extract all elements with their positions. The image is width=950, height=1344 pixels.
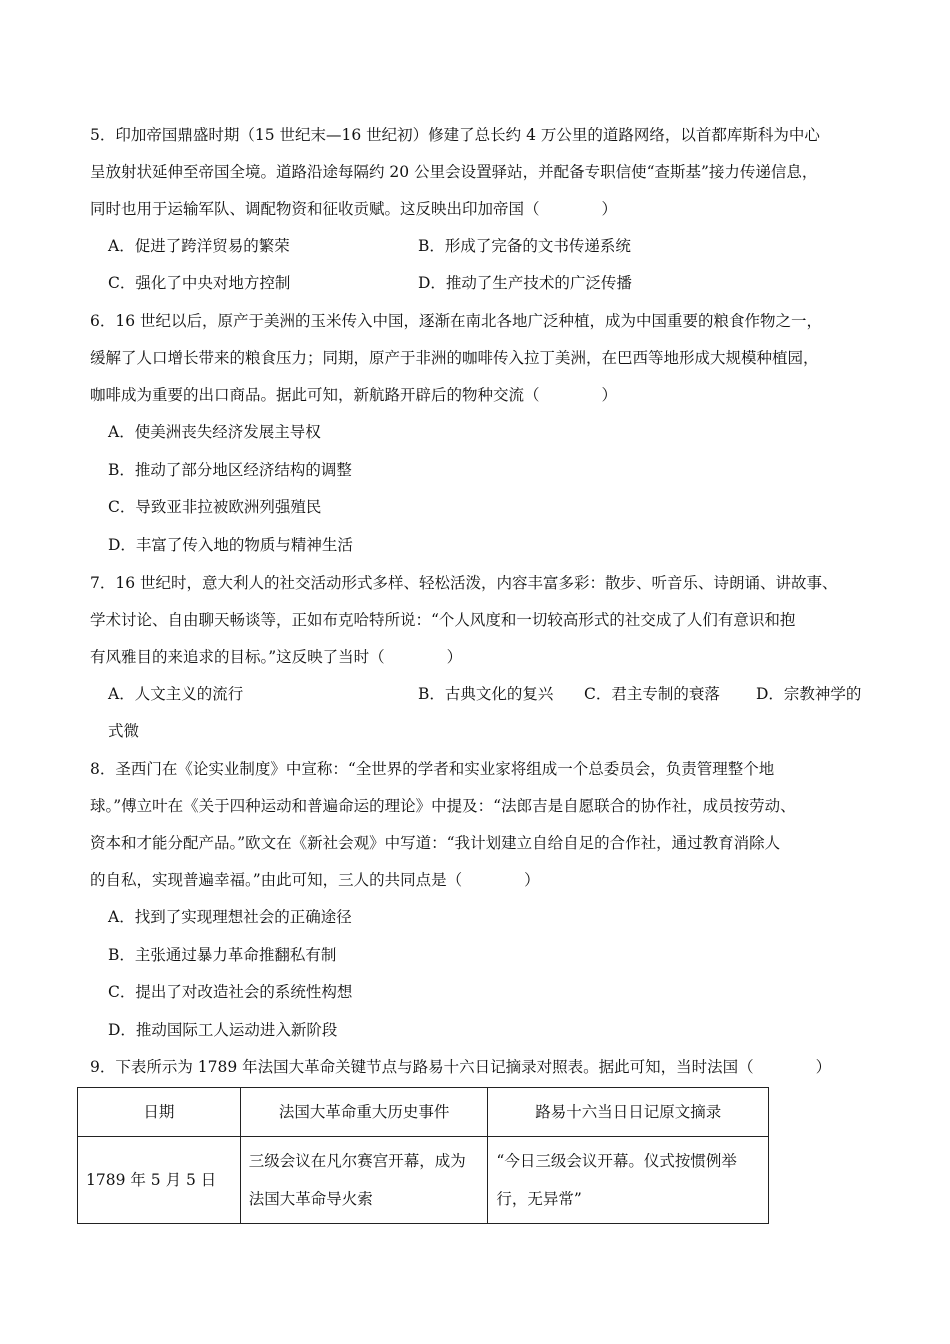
question-text-line: 6．16 世纪以后，原产于美洲的玉米传入中国，逐渐在南北各地广泛种植，成为中国重要的粮食作物之一， bbox=[90, 312, 823, 330]
option-a[interactable]: A．促进了跨洋贸易的繁荣 bbox=[108, 237, 290, 255]
option-a[interactable]: A．找到了实现理想社会的正确途径 bbox=[108, 908, 352, 926]
question-text-line: 同时也用于运输军队、调配物资和征收贡赋。这反映出印加帝国（ ） bbox=[90, 200, 618, 218]
option-b[interactable]: B．形成了完备的文书传递系统 bbox=[418, 237, 631, 255]
table-cell-date: 1789 年 5 月 5 日 bbox=[78, 1137, 241, 1224]
table-header-cell: 日期 bbox=[78, 1088, 241, 1137]
question-text-line: 9．下表所示为 1789 年法国大革命关键节点与路易十六日记摘录对照表。据此可知，当时法国（ ） bbox=[90, 1058, 832, 1076]
question-text-line: 7．16 世纪时，意大利人的社交活动形式多样、轻松活泼，内容丰富多彩：散步、听音乐、诗朗诵、讲故事、 bbox=[90, 574, 838, 592]
question-text-line: 有风雅目的来追求的目标。”这反映了当时（ ） bbox=[90, 648, 463, 666]
table-cell-line: 三级会议在凡尔赛宫开幕，成为 bbox=[248, 1152, 466, 1170]
table-cell-diary bbox=[488, 1137, 769, 1224]
option-c[interactable]: C．强化了中央对地方控制 bbox=[108, 274, 291, 292]
question-text-line: 的自私，实现普遍幸福。”由此可知，三人的共同点是（ ） bbox=[90, 871, 540, 889]
question-text-line: 资本和才能分配产品。”欧文在《新社会观》中写道：“我计划建立自给自足的合作社，通过教育消除人 bbox=[90, 834, 781, 852]
question-text-line: 5．印加帝国鼎盛时期（15 世纪末—16 世纪初）修建了总长约 4 万公里的道路网络，以首都库斯科为中心 bbox=[90, 126, 820, 144]
option-d[interactable]: D．丰富了传入地的物质与精神生活 bbox=[108, 536, 353, 554]
question-text-line: 呈放射状延伸至帝国全境。道路沿途每隔约 20 公里会设置驿站，并配备专职信使“查斯基”接力传递信息， bbox=[90, 163, 818, 181]
question-text-line: 球。”傅立叶在《关于四种运动和普遍命运的理论》中提及：“法郎吉是自愿联合的协作社，成员按劳动、 bbox=[90, 797, 796, 815]
option-c[interactable]: C．君主专制的衰落 bbox=[584, 685, 720, 703]
table-header-row bbox=[78, 1088, 769, 1137]
option-b[interactable]: B．古典文化的复兴 bbox=[418, 685, 554, 703]
table-header-cell: 法国大革命重大历史事件 bbox=[240, 1088, 488, 1137]
comparison-table bbox=[77, 1087, 769, 1224]
option-b[interactable]: B．推动了部分地区经济结构的调整 bbox=[108, 461, 352, 479]
table-row bbox=[78, 1137, 769, 1224]
table-cell-line: 法国大革命导火索 bbox=[248, 1190, 373, 1208]
question-text-line: 咖啡成为重要的出口商品。据此可知，新航路开辟后的物种交流（ ） bbox=[90, 386, 618, 404]
option-d[interactable]: D．推动国际工人运动进入新阶段 bbox=[108, 1021, 338, 1039]
option-d[interactable]: D．推动了生产技术的广泛传播 bbox=[418, 274, 632, 292]
table-cell-event bbox=[240, 1137, 488, 1224]
option-c[interactable]: C．提出了对改造社会的系统性构想 bbox=[108, 983, 353, 1001]
option-d-continued: 式微 bbox=[108, 722, 140, 740]
option-c[interactable]: C．导致亚非拉被欧洲列强殖民 bbox=[108, 498, 322, 516]
table-cell-line: “今日三级会议开幕。仪式按惯例举 bbox=[496, 1152, 737, 1170]
option-a[interactable]: A．人文主义的流行 bbox=[108, 685, 244, 703]
table-cell-line: 行，无异常” bbox=[496, 1190, 582, 1208]
option-b[interactable]: B．主张通过暴力革命推翻私有制 bbox=[108, 946, 337, 964]
question-text-line: 学术讨论、自由聊天畅谈等，正如布克哈特所说：“个人风度和一切较高形式的社交成了人们有意识和抱 bbox=[90, 611, 796, 629]
option-d[interactable]: D．宗教神学的 bbox=[756, 685, 862, 703]
question-text-line: 8．圣西门在《论实业制度》中宣称：“全世界的学者和实业家将组成一个总委员会，负责管理整个地 bbox=[90, 760, 775, 778]
option-a[interactable]: A．使美洲丧失经济发展主导权 bbox=[108, 423, 321, 441]
table-header-cell: 路易十六当日日记原文摘录 bbox=[488, 1088, 769, 1137]
question-text-line: 缓解了人口增长带来的粮食压力；同期，原产于非洲的咖啡传入拉丁美洲，在巴西等地形成大规模种植园， bbox=[90, 349, 819, 367]
